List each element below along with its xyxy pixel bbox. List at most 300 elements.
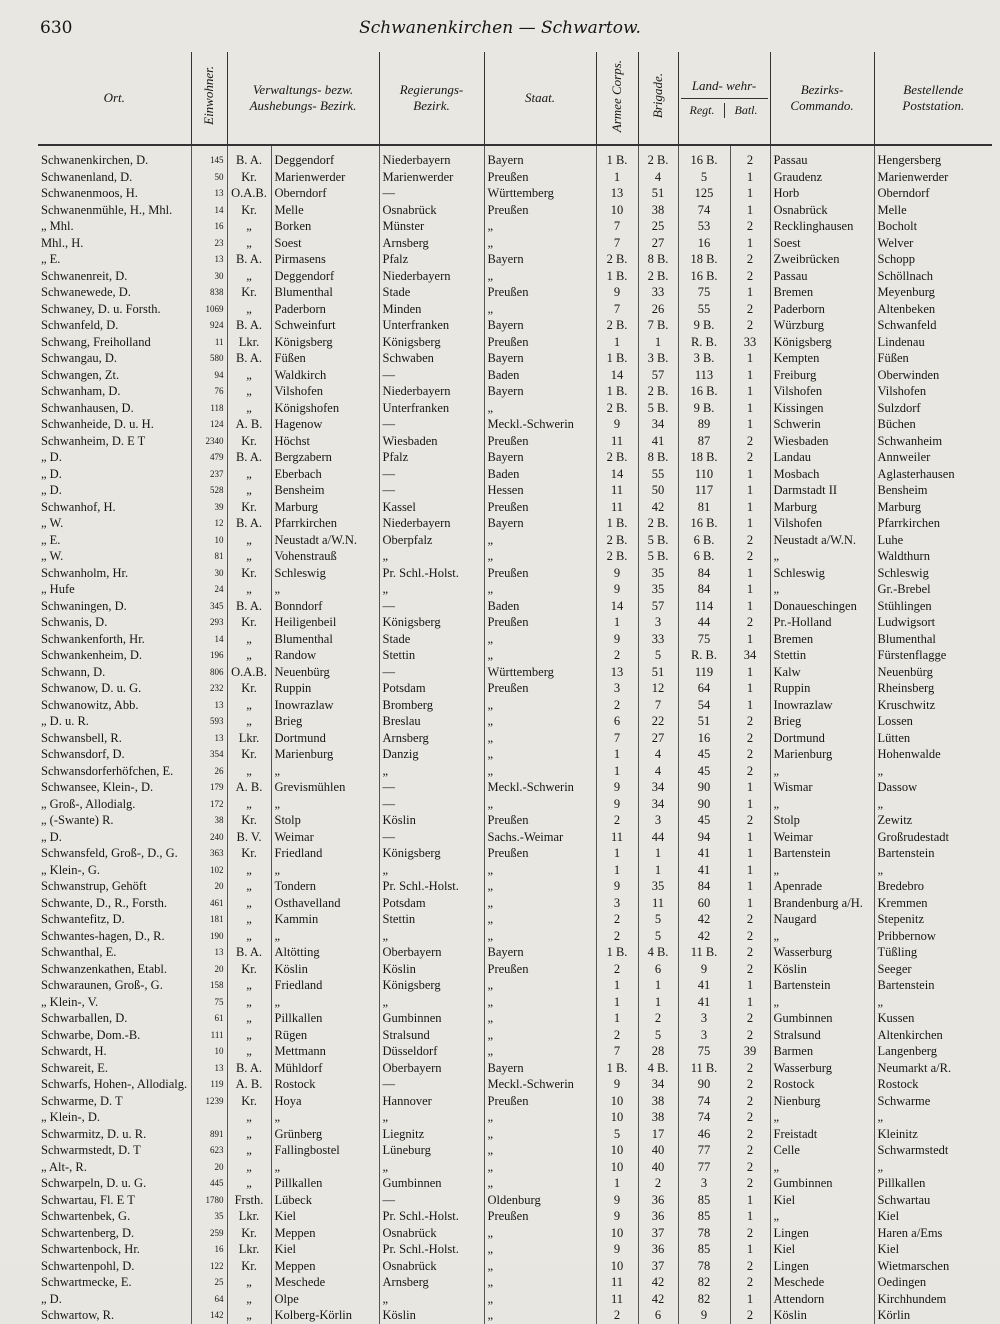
cell-armee-corps: 5 xyxy=(596,1126,638,1143)
cell-bezirks-commando: Passau xyxy=(770,145,874,169)
cell-poststation: Kiel xyxy=(874,1208,992,1225)
cell-brigade: 3 B. xyxy=(638,350,678,367)
cell-poststation: Haren a/Ems xyxy=(874,1225,992,1242)
cell-regt: 41 xyxy=(678,994,730,1011)
cell-armee-corps: 9 xyxy=(596,779,638,796)
cell-ort: Schwaningen, D. xyxy=(41,598,127,613)
page-title: Schwanenkirchen — Schwartow. xyxy=(359,18,641,38)
cell-regierung: Pfalz xyxy=(379,251,484,268)
cell-brigade: 25 xyxy=(638,218,678,235)
cell-ort: Schwanheim, D. E T xyxy=(41,433,146,448)
cell-regt: 3 xyxy=(678,1027,730,1044)
cell-brigade: 35 xyxy=(638,565,678,582)
cell-staat: Preußen xyxy=(484,433,596,450)
cell-verwaltung-bezirk: Fallingbostel xyxy=(271,1142,379,1159)
cell-regierung: Stade xyxy=(379,631,484,648)
cell-verwaltung-kind: „ xyxy=(227,994,271,1011)
cell-verwaltung-kind: „ xyxy=(227,977,271,994)
cell-staat: „ xyxy=(484,878,596,895)
cell-batl: 2 xyxy=(730,1060,770,1077)
table-row xyxy=(38,1307,992,1324)
cell-verwaltung-bezirk: Pfarrkirchen xyxy=(271,515,379,532)
cell-verwaltung-bezirk: Marienburg xyxy=(271,746,379,763)
cell-batl: 1 xyxy=(730,185,770,202)
col-brigade: Brigade. xyxy=(638,52,678,145)
cell-armee-corps: 1 xyxy=(596,994,638,1011)
cell-bezirks-commando: Brieg xyxy=(770,713,874,730)
cell-armee-corps: 1 xyxy=(596,169,638,186)
cell-batl: 2 xyxy=(730,746,770,763)
cell-armee-corps: 9 xyxy=(596,565,638,582)
cell-regierung: — xyxy=(379,598,484,615)
cell-bezirks-commando: Apenrade xyxy=(770,878,874,895)
cell-staat: „ xyxy=(484,994,596,1011)
cell-armee-corps: 9 xyxy=(596,1241,638,1258)
cell-regierung: „ xyxy=(379,1291,484,1308)
cell-verwaltung-kind: Lkr. xyxy=(227,334,271,351)
cell-regierung: Unterfranken xyxy=(379,400,484,417)
cell-batl: 2 xyxy=(730,1027,770,1044)
cell-batl: 1 xyxy=(730,1192,770,1209)
cell-bezirks-commando: Darmstadt II xyxy=(770,482,874,499)
cell-verwaltung-bezirk: Höchst xyxy=(271,433,379,450)
cell-bezirks-commando: Stralsund xyxy=(770,1027,874,1044)
cell-regierung: Oberbayern xyxy=(379,944,484,961)
cell-batl: 33 xyxy=(730,334,770,351)
cell-poststation: Schwanfeld xyxy=(874,317,992,334)
cell-poststation: Schwanheim xyxy=(874,433,992,450)
cell-regt: 6 B. xyxy=(678,548,730,565)
cell-regt: 77 xyxy=(678,1159,730,1176)
cell-regierung: Niederbayern xyxy=(379,383,484,400)
cell-verwaltung-bezirk: Lübeck xyxy=(271,1192,379,1209)
cell-einwohner: 14 xyxy=(191,202,227,219)
cell-regierung: Breslau xyxy=(379,713,484,730)
cell-staat: Bayern xyxy=(484,350,596,367)
cell-verwaltung-bezirk: Grevismühlen xyxy=(271,779,379,796)
cell-regierung: Unterfranken xyxy=(379,317,484,334)
cell-regierung: Stettin xyxy=(379,647,484,664)
cell-staat: „ xyxy=(484,1307,596,1324)
cell-bezirks-commando: Soest xyxy=(770,235,874,252)
table-row xyxy=(38,878,992,895)
cell-poststation: Füßen xyxy=(874,350,992,367)
table-row xyxy=(38,598,992,615)
cell-ort: Schwanfeld, D. xyxy=(41,318,119,333)
cell-einwohner: 354 xyxy=(191,746,227,763)
cell-armee-corps: 2 B. xyxy=(596,532,638,549)
cell-armee-corps: 9 xyxy=(596,416,638,433)
table-row xyxy=(38,185,992,202)
table-row xyxy=(38,1093,992,1110)
cell-verwaltung-bezirk: Meppen xyxy=(271,1258,379,1275)
cell-bezirks-commando: Meschede xyxy=(770,1274,874,1291)
cell-regierung: Osnabrück xyxy=(379,202,484,219)
cell-poststation: Annweiler xyxy=(874,449,992,466)
cell-bezirks-commando: Königsberg xyxy=(770,334,874,351)
cell-verwaltung-bezirk: Ruppin xyxy=(271,680,379,697)
cell-regierung: Wiesbaden xyxy=(379,433,484,450)
cell-batl: 2 xyxy=(730,911,770,928)
cell-brigade: 27 xyxy=(638,730,678,747)
cell-staat: „ xyxy=(484,1010,596,1027)
cell-armee-corps: 11 xyxy=(596,499,638,516)
cell-bezirks-commando: Osnabrück xyxy=(770,202,874,219)
cell-brigade: 38 xyxy=(638,202,678,219)
cell-verwaltung-bezirk: „ xyxy=(271,763,379,780)
cell-einwohner: 445 xyxy=(191,1175,227,1192)
table-row xyxy=(38,647,992,664)
cell-poststation: Neumarkt a/R. xyxy=(874,1060,992,1077)
cell-ort: „ Groß-, Allodialg. xyxy=(41,796,136,811)
cell-einwohner: 580 xyxy=(191,350,227,367)
cell-staat: Baden xyxy=(484,598,596,615)
cell-staat: Baden xyxy=(484,466,596,483)
cell-ort: Schwanis, D. xyxy=(41,615,108,630)
cell-verwaltung-kind: B. A. xyxy=(227,251,271,268)
cell-verwaltung-kind: Kr. xyxy=(227,812,271,829)
cell-verwaltung-kind: „ xyxy=(227,532,271,549)
cell-staat: „ xyxy=(484,268,596,285)
cell-batl: 2 xyxy=(730,1258,770,1275)
cell-verwaltung-bezirk: „ xyxy=(271,928,379,945)
cell-einwohner: 124 xyxy=(191,416,227,433)
cell-verwaltung-bezirk: Königshofen xyxy=(271,400,379,417)
cell-brigade: 3 xyxy=(638,614,678,631)
cell-verwaltung-bezirk: Kolberg-Körlin xyxy=(271,1307,379,1324)
cell-regt: 64 xyxy=(678,680,730,697)
cell-einwohner: 145 xyxy=(191,145,227,169)
cell-batl: 2 xyxy=(730,449,770,466)
cell-staat: Oldenburg xyxy=(484,1192,596,1209)
cell-batl: 2 xyxy=(730,433,770,450)
cell-staat: Bayern xyxy=(484,449,596,466)
table-row xyxy=(38,301,992,318)
cell-armee-corps: 14 xyxy=(596,367,638,384)
cell-armee-corps: 7 xyxy=(596,730,638,747)
cell-bezirks-commando: „ xyxy=(770,1159,874,1176)
cell-staat: Preußen xyxy=(484,334,596,351)
cell-verwaltung-kind: O.A.B. xyxy=(227,185,271,202)
cell-regt: 114 xyxy=(678,598,730,615)
table-row xyxy=(38,284,992,301)
cell-brigade: 4 B. xyxy=(638,1060,678,1077)
cell-verwaltung-bezirk: Weimar xyxy=(271,829,379,846)
cell-staat: Sachs.-Weimar xyxy=(484,829,596,846)
cell-regt: 82 xyxy=(678,1274,730,1291)
cell-brigade: 40 xyxy=(638,1159,678,1176)
cell-poststation: Schöllnach xyxy=(874,268,992,285)
cell-batl: 39 xyxy=(730,1043,770,1060)
cell-verwaltung-kind: „ xyxy=(227,383,271,400)
col-batl: Batl. xyxy=(734,103,758,118)
cell-einwohner: 528 xyxy=(191,482,227,499)
cell-bezirks-commando: „ xyxy=(770,581,874,598)
cell-armee-corps: 10 xyxy=(596,1142,638,1159)
cell-brigade: 2 B. xyxy=(638,268,678,285)
cell-staat: „ xyxy=(484,1043,596,1060)
cell-regt: 41 xyxy=(678,977,730,994)
cell-armee-corps: 7 xyxy=(596,1043,638,1060)
cell-ort: „ E. xyxy=(41,252,61,267)
cell-armee-corps: 2 xyxy=(596,647,638,664)
cell-verwaltung-kind: A. B. xyxy=(227,416,271,433)
cell-regt: 9 B. xyxy=(678,317,730,334)
cell-verwaltung-kind: B. A. xyxy=(227,598,271,615)
cell-bezirks-commando: Bremen xyxy=(770,631,874,648)
cell-ort: Schwansdorf, D. xyxy=(41,747,125,762)
cell-regt: 16 B. xyxy=(678,383,730,400)
cell-bezirks-commando: Kalw xyxy=(770,664,874,681)
cell-verwaltung-bezirk: Vilshofen xyxy=(271,383,379,400)
cell-ort: Schwanenmühle, H., Mhl. xyxy=(41,202,173,217)
cell-poststation: Seeger xyxy=(874,961,992,978)
cell-armee-corps: 2 B. xyxy=(596,449,638,466)
table-row xyxy=(38,1274,992,1291)
cell-poststation: Luhe xyxy=(874,532,992,549)
cell-batl: 1 xyxy=(730,367,770,384)
cell-poststation: Wietmarschen xyxy=(874,1258,992,1275)
cell-verwaltung-bezirk: Schleswig xyxy=(271,565,379,582)
cell-armee-corps: 1 xyxy=(596,862,638,879)
cell-regierung: Köslin xyxy=(379,1307,484,1324)
cell-verwaltung-kind: „ xyxy=(227,911,271,928)
cell-ort: Schwansdorferhöfchen, E. xyxy=(41,763,174,778)
cell-bezirks-commando: Barmen xyxy=(770,1043,874,1060)
cell-staat: Bayern xyxy=(484,515,596,532)
table-row xyxy=(38,218,992,235)
cell-bezirks-commando: Zweibrücken xyxy=(770,251,874,268)
cell-verwaltung-kind: „ xyxy=(227,928,271,945)
cell-staat: „ xyxy=(484,400,596,417)
cell-batl: 2 xyxy=(730,532,770,549)
cell-einwohner: 1239 xyxy=(191,1093,227,1110)
cell-einwohner: 1069 xyxy=(191,301,227,318)
cell-regt: 16 xyxy=(678,235,730,252)
cell-bezirks-commando: Celle xyxy=(770,1142,874,1159)
cell-staat: Preußen xyxy=(484,284,596,301)
cell-einwohner: 479 xyxy=(191,449,227,466)
cell-brigade: 34 xyxy=(638,416,678,433)
table-row xyxy=(38,1159,992,1176)
cell-brigade: 11 xyxy=(638,895,678,912)
cell-regierung: „ xyxy=(379,763,484,780)
cell-armee-corps: 1 B. xyxy=(596,350,638,367)
cell-ort: „ E. xyxy=(41,532,61,547)
cell-staat: „ xyxy=(484,796,596,813)
cell-armee-corps: 1 B. xyxy=(596,1060,638,1077)
cell-verwaltung-bezirk: Heiligenbeil xyxy=(271,614,379,631)
cell-verwaltung-bezirk: Bensheim xyxy=(271,482,379,499)
cell-einwohner: 593 xyxy=(191,713,227,730)
cell-verwaltung-bezirk: Kiel xyxy=(271,1241,379,1258)
cell-staat: „ xyxy=(484,581,596,598)
cell-regt: 84 xyxy=(678,565,730,582)
cell-einwohner: 190 xyxy=(191,928,227,945)
cell-einwohner: 81 xyxy=(191,548,227,565)
cell-regierung: Minden xyxy=(379,301,484,318)
cell-batl: 1 xyxy=(730,383,770,400)
cell-batl: 2 xyxy=(730,317,770,334)
table-row xyxy=(38,631,992,648)
cell-einwohner: 181 xyxy=(191,911,227,928)
cell-verwaltung-bezirk: Marienwerder xyxy=(271,169,379,186)
cell-verwaltung-bezirk: Mettmann xyxy=(271,1043,379,1060)
cell-verwaltung-kind: „ xyxy=(227,713,271,730)
cell-brigade: 6 xyxy=(638,1307,678,1324)
cell-regt: 9 B. xyxy=(678,400,730,417)
cell-armee-corps: 2 xyxy=(596,961,638,978)
cell-armee-corps: 9 xyxy=(596,581,638,598)
cell-poststation: Pillkallen xyxy=(874,1175,992,1192)
cell-regt: 74 xyxy=(678,1109,730,1126)
cell-brigade: 35 xyxy=(638,581,678,598)
cell-verwaltung-bezirk: Mühldorf xyxy=(271,1060,379,1077)
cell-verwaltung-bezirk: „ xyxy=(271,862,379,879)
cell-ort: „ Klein-, G. xyxy=(41,862,101,877)
table-row xyxy=(38,730,992,747)
cell-batl: 1 xyxy=(730,400,770,417)
cell-poststation: Schopp xyxy=(874,251,992,268)
table-row xyxy=(38,1126,992,1143)
cell-armee-corps: 1 xyxy=(596,614,638,631)
cell-bezirks-commando: Recklinghausen xyxy=(770,218,874,235)
cell-einwohner: 363 xyxy=(191,845,227,862)
cell-einwohner: 13 xyxy=(191,944,227,961)
cell-batl: 1 xyxy=(730,416,770,433)
cell-einwohner: 16 xyxy=(191,1241,227,1258)
cell-regierung: Stade xyxy=(379,284,484,301)
cell-regt: 16 B. xyxy=(678,268,730,285)
cell-verwaltung-kind: B. A. xyxy=(227,515,271,532)
cell-regt: 42 xyxy=(678,911,730,928)
cell-brigade: 22 xyxy=(638,713,678,730)
cell-poststation: Bredebro xyxy=(874,878,992,895)
cell-poststation: Aglasterhausen xyxy=(874,466,992,483)
cell-verwaltung-bezirk: Bergzabern xyxy=(271,449,379,466)
cell-verwaltung-bezirk: Grünberg xyxy=(271,1126,379,1143)
cell-regt: 54 xyxy=(678,697,730,714)
cell-regt: 74 xyxy=(678,202,730,219)
cell-brigade: 3 xyxy=(638,812,678,829)
table-row xyxy=(38,680,992,697)
cell-regt: 42 xyxy=(678,928,730,945)
table-row xyxy=(38,367,992,384)
cell-ort: Schwanenkirchen, D. xyxy=(41,153,149,168)
table-row xyxy=(38,145,992,169)
cell-ort: „ W. xyxy=(41,516,64,531)
cell-regierung: „ xyxy=(379,1159,484,1176)
cell-regt: 16 B. xyxy=(678,515,730,532)
cell-poststation: Büchen xyxy=(874,416,992,433)
cell-brigade: 51 xyxy=(638,664,678,681)
cell-brigade: 1 xyxy=(638,977,678,994)
cell-einwohner: 122 xyxy=(191,1258,227,1275)
cell-ort: Schwanthal, E. xyxy=(41,945,117,960)
cell-armee-corps: 2 xyxy=(596,1027,638,1044)
cell-staat: Bayern xyxy=(484,944,596,961)
cell-armee-corps: 7 xyxy=(596,301,638,318)
col-landwehr xyxy=(678,52,770,145)
table-row xyxy=(38,202,992,219)
cell-regt: 82 xyxy=(678,1291,730,1308)
cell-bezirks-commando: Graudenz xyxy=(770,169,874,186)
cell-verwaltung-bezirk: Paderborn xyxy=(271,301,379,318)
cell-regt: 11 B. xyxy=(678,1060,730,1077)
col-armee-corps: Armee Corps. xyxy=(596,52,638,145)
cell-regierung: Niederbayern xyxy=(379,515,484,532)
cell-verwaltung-bezirk: Borken xyxy=(271,218,379,235)
cell-regt: 45 xyxy=(678,746,730,763)
cell-regierung: Pr. Schl.-Holst. xyxy=(379,1241,484,1258)
cell-staat: Preußen xyxy=(484,845,596,862)
cell-bezirks-commando: Köslin xyxy=(770,961,874,978)
cell-batl: 1 xyxy=(730,680,770,697)
cell-verwaltung-bezirk: „ xyxy=(271,1159,379,1176)
cell-verwaltung-bezirk: „ xyxy=(271,796,379,813)
cell-regt: 74 xyxy=(678,1093,730,1110)
cell-ort: Schwanenreit, D. xyxy=(41,268,128,283)
table-row xyxy=(38,911,992,928)
cell-verwaltung-bezirk: Marburg xyxy=(271,499,379,516)
cell-regierung: — xyxy=(379,185,484,202)
cell-verwaltung-kind: „ xyxy=(227,895,271,912)
cell-brigade: 36 xyxy=(638,1208,678,1225)
cell-armee-corps: 10 xyxy=(596,1159,638,1176)
cell-armee-corps: 1 xyxy=(596,1175,638,1192)
cell-staat: „ xyxy=(484,977,596,994)
cell-ort: Mhl., H. xyxy=(41,235,84,250)
cell-bezirks-commando: Stolp xyxy=(770,812,874,829)
cell-regt: 55 xyxy=(678,301,730,318)
cell-batl: 34 xyxy=(730,647,770,664)
cell-regt: 85 xyxy=(678,1241,730,1258)
cell-brigade: 38 xyxy=(638,1109,678,1126)
cell-verwaltung-bezirk: Hagenow xyxy=(271,416,379,433)
cell-einwohner: 119 xyxy=(191,1076,227,1093)
cell-brigade: 5 B. xyxy=(638,400,678,417)
cell-brigade: 4 xyxy=(638,763,678,780)
table-row xyxy=(38,664,992,681)
cell-brigade: 2 xyxy=(638,1175,678,1192)
table-row xyxy=(38,565,992,582)
cell-bezirks-commando: Mosbach xyxy=(770,466,874,483)
cell-brigade: 2 xyxy=(638,1010,678,1027)
cell-bezirks-commando: Bremen xyxy=(770,284,874,301)
cell-verwaltung-bezirk: Oberndorf xyxy=(271,185,379,202)
cell-ort: Schwann, D. xyxy=(41,664,106,679)
cell-poststation: Stepenitz xyxy=(874,911,992,928)
table-row xyxy=(38,499,992,516)
cell-verwaltung-kind: „ xyxy=(227,367,271,384)
cell-ort: Schwansee, Klein-, D. xyxy=(41,780,154,795)
cell-armee-corps: 10 xyxy=(596,1225,638,1242)
cell-bezirks-commando: „ xyxy=(770,862,874,879)
cell-regierung: „ xyxy=(379,862,484,879)
cell-armee-corps: 13 xyxy=(596,185,638,202)
table-row xyxy=(38,383,992,400)
cell-bezirks-commando: Lingen xyxy=(770,1225,874,1242)
cell-staat: Baden xyxy=(484,367,596,384)
cell-poststation: „ xyxy=(874,994,992,1011)
cell-bezirks-commando: „ xyxy=(770,1208,874,1225)
cell-brigade: 28 xyxy=(638,1043,678,1060)
cell-verwaltung-bezirk: Brieg xyxy=(271,713,379,730)
cell-poststation: Großrudestadt xyxy=(874,829,992,846)
cell-einwohner: 806 xyxy=(191,664,227,681)
cell-batl: 1 xyxy=(730,664,770,681)
cell-regierung: — xyxy=(379,367,484,384)
